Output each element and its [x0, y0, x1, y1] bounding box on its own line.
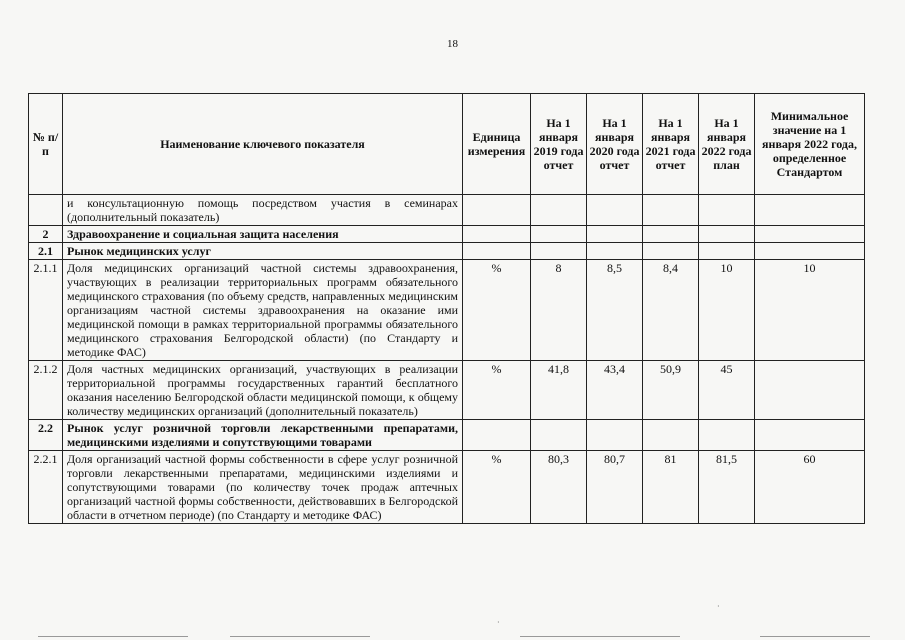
row-2019: 8 [531, 260, 587, 361]
row-unit [463, 195, 531, 226]
row-name: Рынок медицинских услуг [63, 243, 463, 260]
row-2020 [587, 195, 643, 226]
table-row-section [29, 226, 865, 243]
row-2019 [531, 195, 587, 226]
row-name: Доля частных медицинских организаций, участвующих в реализации территориальной программы государственных гарантий бесплатного оказания населению Белгородской области медицинской помощи, к общему количеству медицинских организаций (дополнительный показатель) [63, 361, 463, 420]
header-num: № п/п [29, 94, 63, 195]
header-2021: На 1 января 2021 года отчет [643, 94, 699, 195]
row-2020 [587, 243, 643, 260]
table-row [29, 451, 865, 524]
row-num: 2.2.1 [29, 451, 63, 524]
row-unit: % [463, 361, 531, 420]
table-header-row [29, 94, 865, 195]
row-min [755, 243, 865, 260]
row-2020: 80,7 [587, 451, 643, 524]
row-2019 [531, 420, 587, 451]
row-2022 [699, 195, 755, 226]
footer-divider [38, 636, 188, 637]
row-unit [463, 243, 531, 260]
scan-dot: · [497, 618, 500, 627]
row-num: 2.1 [29, 243, 63, 260]
row-2020 [587, 420, 643, 451]
row-name: Доля организаций частной формы собственности в сфере услуг розничной торговли лекарственными препаратами, медицинскими изделиями и сопутствующими товарами (по количеству точек продаж аптечных организаций частной формы собственности, действовавших в Белгородской области в отчетном периоде) (по Стандарту и методике ФАС) [63, 451, 463, 524]
row-num: 2.2 [29, 420, 63, 451]
row-2022: 10 [699, 260, 755, 361]
row-2020 [587, 226, 643, 243]
page-number: 18 [447, 38, 458, 50]
row-unit [463, 420, 531, 451]
row-name: Рынок услуг розничной торговли лекарственными препаратами, медицинскими изделиями и сопутствующими товарами [63, 420, 463, 451]
row-2020: 43,4 [587, 361, 643, 420]
row-min [755, 361, 865, 420]
row-2021: 81 [643, 451, 699, 524]
row-2021 [643, 226, 699, 243]
row-2021 [643, 420, 699, 451]
row-2022 [699, 226, 755, 243]
row-min [755, 195, 865, 226]
header-min-value: Минимальное значение на 1 января 2022 года, определенное Стандартом [755, 94, 865, 195]
row-2019 [531, 243, 587, 260]
table-row [29, 195, 865, 226]
row-2019: 41,8 [531, 361, 587, 420]
row-unit: % [463, 451, 531, 524]
row-name: и консультационную помощь посредством участия в семинарах (дополнительный показатель) [63, 195, 463, 226]
row-num: 2.1.2 [29, 361, 63, 420]
row-min: 10 [755, 260, 865, 361]
header-unit: Единица измерения [463, 94, 531, 195]
footer-divider [520, 636, 680, 637]
row-name: Здравоохранение и социальная защита населения [63, 226, 463, 243]
row-2022 [699, 243, 755, 260]
row-2021 [643, 243, 699, 260]
table-row-section [29, 243, 865, 260]
table-row [29, 361, 865, 420]
header-name: Наименование ключевого показателя [63, 94, 463, 195]
row-2021: 50,9 [643, 361, 699, 420]
row-num: 2 [29, 226, 63, 243]
row-2022: 45 [699, 361, 755, 420]
row-unit: % [463, 260, 531, 361]
row-2021 [643, 195, 699, 226]
footer-divider [230, 636, 370, 637]
key-indicators-table [28, 93, 865, 524]
row-min: 60 [755, 451, 865, 524]
row-2019: 80,3 [531, 451, 587, 524]
table-row [29, 260, 865, 361]
row-unit [463, 226, 531, 243]
table-row-section [29, 420, 865, 451]
row-2020: 8,5 [587, 260, 643, 361]
row-num [29, 195, 63, 226]
row-num: 2.1.1 [29, 260, 63, 361]
header-2022: На 1 января 2022 года план [699, 94, 755, 195]
row-min [755, 420, 865, 451]
scan-dot: · [717, 602, 720, 611]
footer-divider [760, 636, 870, 637]
header-2020: На 1 января 2020 года отчет [587, 94, 643, 195]
row-2022 [699, 420, 755, 451]
row-2022: 81,5 [699, 451, 755, 524]
header-2019: На 1 января 2019 года отчет [531, 94, 587, 195]
row-2021: 8,4 [643, 260, 699, 361]
row-name: Доля медицинских организаций частной системы здравоохранения, участвующих в реализации территориальных программ обязательного медицинского страхования (по объему средств, направленных медицинским организациям частной системы здравоохранения на оказание ими медицинской помощи в рамках территориальной программы обязательного медицинского страхования Белгородской области) (по Стандарту и методике ФАС) [63, 260, 463, 361]
row-min [755, 226, 865, 243]
row-2019 [531, 226, 587, 243]
